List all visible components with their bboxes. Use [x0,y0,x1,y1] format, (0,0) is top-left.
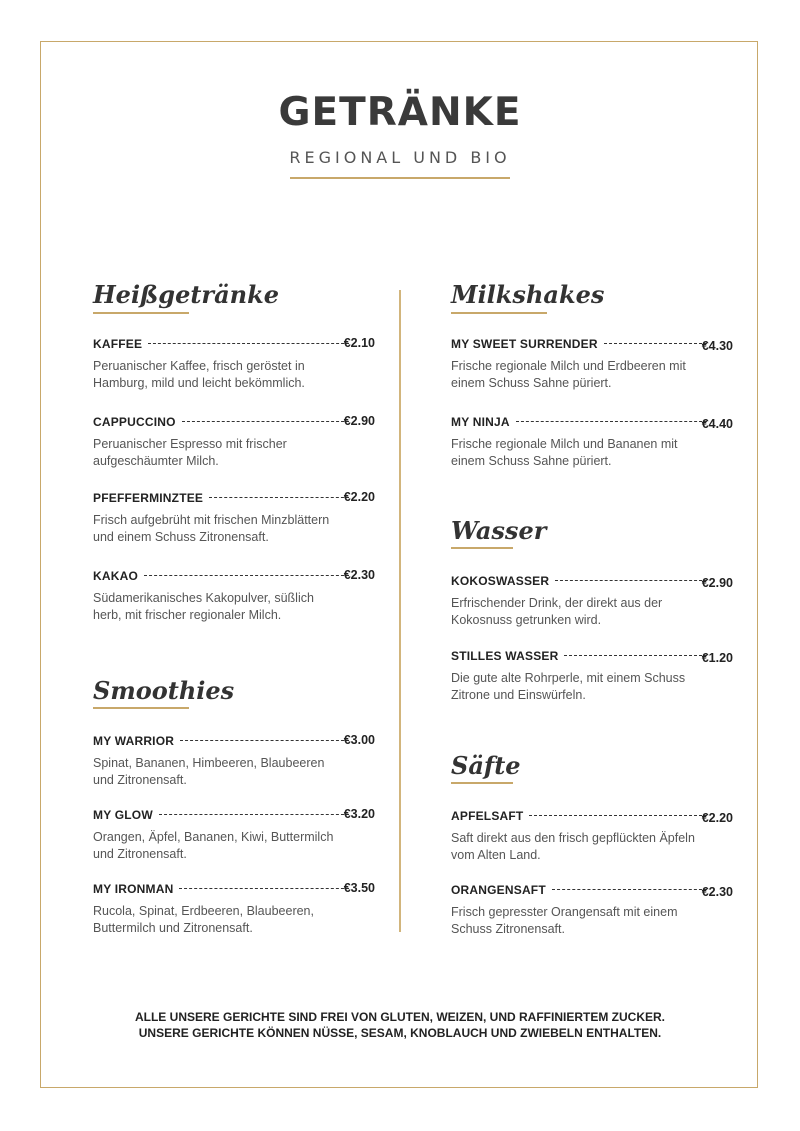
dot-leader [564,648,707,656]
dot-leader [182,414,349,422]
allergen-notice [0,1009,800,1041]
menu-item-kakao [93,568,375,624]
item-name: KOKOSWASSER [451,574,550,588]
item-description: Orangen, Äpfel, Bananen, Kiwi, Buttermilch und Zitronensaft. [93,830,334,861]
allergen-notice-line-1: ALLE UNSERE GERICHTE SIND FREI VON GLUTEN, WEIZEN, UND RAFFINIERTEM ZUCKER. [134,1010,665,1024]
dot-leader [555,573,707,581]
item-price: €2.90 [343,414,375,428]
menu-item-my-sweet-surrender [451,336,733,392]
section-underline [93,312,189,314]
menu-item-my-glow [93,807,375,863]
item-name: MY WARRIOR [93,734,175,748]
section-title-smoothies: Smoothies [93,676,235,705]
item-description: Frische regionale Milch und Erdbeeren mit einem Schuss Sahne püriert. [451,359,686,390]
menu-item-orangensaft [451,882,733,938]
item-description: Rucola, Spinat, Erdbeeren, Blaubeeren, Buttermilch und Zitronensaft. [93,904,314,935]
item-name: MY NINJA [451,415,510,429]
item-name: STILLES WASSER [451,649,559,663]
item-name: MY IRONMAN [93,882,174,896]
menu-item-kokoswasser [451,573,733,629]
section-title-saefte: Säfte [451,751,521,780]
menu-item-cappuccino [93,414,375,470]
dot-leader [179,881,349,889]
page-subtitle: REGIONAL UND BIO [289,148,511,167]
item-description: Südamerikanisches Kakopulver, süßlich herb, mit frischer regionaler Milch. [93,591,314,622]
item-price: €2.20 [701,811,733,825]
section-title-milkshakes: Milkshakes [451,280,605,309]
item-description: Peruanischer Espresso mit frischer aufgeschäumter Milch. [93,437,287,468]
menu-item-my-ironman [93,881,375,937]
section-underline [451,547,513,549]
section-underline [451,782,513,784]
item-description: Erfrischender Drink, der direkt aus der Kokosnuss getrunken wird. [451,596,663,627]
item-name: PFEFFERMINZTEE [93,491,204,505]
dot-leader [144,568,349,576]
item-description: Frisch gepresster Orangensaft mit einem Schuss Zitronensaft. [451,905,678,936]
item-price: €4.40 [701,417,733,431]
item-name: MY SWEET SURRENDER [451,337,598,351]
item-name: ORANGENSAFT [451,883,546,897]
item-description: Peruanischer Kaffee, frisch geröstet in Hamburg, mild und leicht bekömmlich. [93,359,305,390]
item-name: APFELSAFT [451,809,524,823]
item-price: €2.30 [343,568,375,582]
item-name: CAPPUCCINO [93,415,176,429]
section-title-heissgetraenke: Heißgetränke [93,280,279,309]
item-description: Saft direkt aus den frisch gepflückten Äpfeln vom Alten Land. [451,831,695,862]
menu-item-pfefferminztee [93,490,375,546]
allergen-notice-line-2: UNSERE GERICHTE KÖNNEN NÜSSE, SESAM, KNOBLAUCH UND ZWIEBELN ENTHALTEN. [138,1026,662,1040]
item-description: Spinat, Bananen, Himbeeren, Blaubeeren und Zitronensaft. [93,756,325,787]
menu-item-kaffee [93,336,375,392]
item-price: €4.30 [701,339,733,353]
menu-item-apfelsaft [451,808,733,864]
item-name: KAFFEE [93,337,143,351]
item-price: €3.50 [343,881,375,895]
item-price: €2.10 [343,336,375,350]
item-price: €2.30 [701,885,733,899]
section-underline [93,707,189,709]
dot-leader [552,882,707,890]
section-underline [451,312,547,314]
page-title: GETRÄNKE [278,90,522,135]
menu-item-my-warrior [93,733,375,789]
item-price: €2.90 [701,576,733,590]
item-description: Frische regionale Milch und Bananen mit einem Schuss Sahne püriert. [451,437,678,468]
dot-leader [529,808,707,816]
item-description: Frisch aufgebrüht mit frischen Minzblättern und einem Schuss Zitronensaft. [93,513,330,544]
menu-item-my-ninja [451,414,733,470]
dot-leader [148,336,349,344]
dot-leader [180,733,349,741]
item-price: €1.20 [701,651,733,665]
subtitle-underline [290,177,510,179]
item-name: KAKAO [93,569,138,583]
dot-leader [209,490,349,498]
column-divider [399,290,401,932]
item-description: Die gute alte Rohrperle, mit einem Schuss Zitrone und Einswürfeln. [451,671,686,702]
dot-leader [516,414,707,422]
dot-leader [604,336,707,344]
dot-leader [159,807,349,815]
item-price: €3.20 [343,807,375,821]
item-price: €3.00 [343,733,375,747]
section-title-wasser: Wasser [451,516,547,545]
item-price: €2.20 [343,490,375,504]
menu-item-stilles-wasser [451,648,733,704]
item-name: MY GLOW [93,808,153,822]
